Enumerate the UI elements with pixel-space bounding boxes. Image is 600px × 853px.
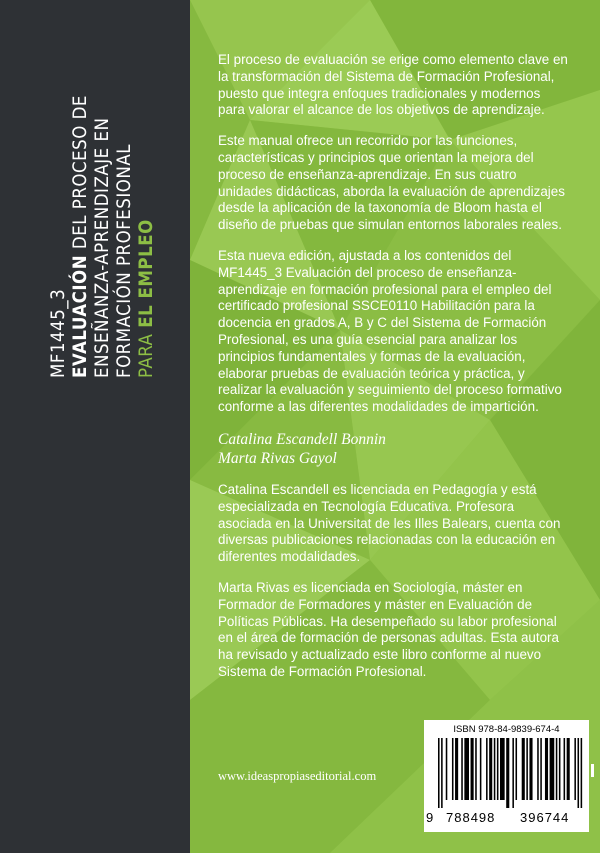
spine-title-empleo: EL EMPLEO <box>136 219 157 328</box>
barcode-bar <box>461 738 463 800</box>
barcode-bar <box>489 738 492 800</box>
barcode-bar <box>455 738 458 800</box>
spine-title-line4 <box>136 118 158 818</box>
barcode-bar <box>516 738 518 800</box>
barcode-bar <box>506 738 509 808</box>
barcode-bar <box>567 738 570 800</box>
barcode-bar <box>471 738 474 800</box>
back-cover-text <box>218 52 570 695</box>
barcode-bar <box>452 738 454 800</box>
barcode-bar <box>578 738 580 808</box>
edge-mark <box>591 764 594 777</box>
barcode-bar <box>574 738 576 800</box>
barcode-bar <box>441 738 443 808</box>
barcode-bar <box>581 738 583 808</box>
barcode-bar <box>559 738 561 800</box>
description-paragraph-3: Esta nueva edición, ajustada a los contenidos del MF1445_3 Evaluación del proceso de enseñanza-aprendizaje en formación profesional para el empleo del certificado profesional SSCE0110 Habilitación para la docencia en grados A, B y C del Sistema de Formación Profesional, es una guía esencial para analizar los principios fundamentales y formas de la evaluación, elaborar pruebas de evaluación teórica y práctica, y realizar la evaluación y seguimiento del proceso formativo conforme a las diferentes modalidades de impartición. <box>218 247 562 415</box>
barcode-bar <box>480 738 482 800</box>
spine-title <box>48 95 158 818</box>
barcode-bar <box>550 738 555 800</box>
barcode-bar <box>545 738 548 800</box>
description-paragraph-1: El proceso de evaluación se erige como elemento clave en la transformación del Sistema de Formación Profesional, puesto que integra enfoques tradicionales y modernos para valorar el alcance de los objetivos de aprendizaje. <box>218 52 568 118</box>
spine-title-para: PARA <box>136 327 157 378</box>
authors <box>218 430 570 468</box>
barcode-bar <box>475 738 477 800</box>
spine-title-bold: EVALUACIÓN <box>70 254 91 378</box>
author-bio-2: Marta Rivas es licenciada en Sociología, máster en Formador de Formadores y máster en Evaluación de Políticas Públicas. Ha desempeñado su labor profesional en el área de formación de personas adultas. Esta autora ha revisado y actualizado este libro conforme al nuevo Sistema de Formación Profesional. <box>218 579 559 679</box>
barcode-bar <box>446 738 448 800</box>
spine-title-line3: FORMACIÓN PROFESIONAL <box>114 144 135 378</box>
barcode-digit-group-2: 396744 <box>520 810 570 825</box>
barcode-bar <box>564 738 566 800</box>
description-paragraph-2: Este manual ofrece un recorrido por las funciones, características y principios que orientan la mejora del proceso de enseñanza-aprendizaje. En sus cuatro unidades didácticas, aborda la evaluación de aprendizajes desde la aplicación de la taxonomía de Bloom hasta el diseño de pruebas que simulan entornos laborales reales. <box>218 133 565 233</box>
barcode-bar <box>556 738 558 800</box>
isbn-label: ISBN 978-84-9839-674-4 <box>453 724 560 735</box>
spine-code: MF1445_3 <box>48 288 69 378</box>
barcode-digit-group-1: 788498 <box>446 810 496 825</box>
spine-title-line1 <box>70 95 92 818</box>
barcode-bar <box>526 738 528 800</box>
barcode-bar <box>537 738 539 800</box>
author-name-2: Marta Rivas Gayol <box>218 449 337 467</box>
barcode-digit-first: 9 <box>426 810 435 825</box>
barcode-bars <box>434 738 584 808</box>
spine-title-area <box>48 95 188 818</box>
spine-title-rest: DEL PROCESO DE <box>70 95 91 255</box>
barcode-bar <box>497 738 499 800</box>
barcode-bar <box>540 738 542 800</box>
barcode-bar <box>486 738 488 800</box>
barcode-bar <box>494 738 496 800</box>
barcode-bar <box>512 738 514 808</box>
author-bio-1: Catalina Escandell es licenciada en Pedagogía y está especializada en Tecnología Educativa. Profesora asociada en la Universitat de les Illes Balears, cuenta con diversas publicaciones relacionadas con la educación en diferentes modalidades. <box>218 481 561 565</box>
author-name-1: Catalina Escandell Bonnin <box>218 430 386 448</box>
barcode-bar <box>464 738 469 800</box>
spine-title-line2: ENSEÑANZA-APRENDIZAJE EN <box>92 117 113 378</box>
barcode-bar <box>438 738 440 808</box>
publisher-url[interactable]: www.ideaspropiaseditorial.com <box>218 769 377 783</box>
barcode-bar <box>522 738 525 800</box>
barcode-bar <box>500 738 505 800</box>
isbn-barcode <box>424 720 589 832</box>
barcode-bar <box>529 738 532 800</box>
